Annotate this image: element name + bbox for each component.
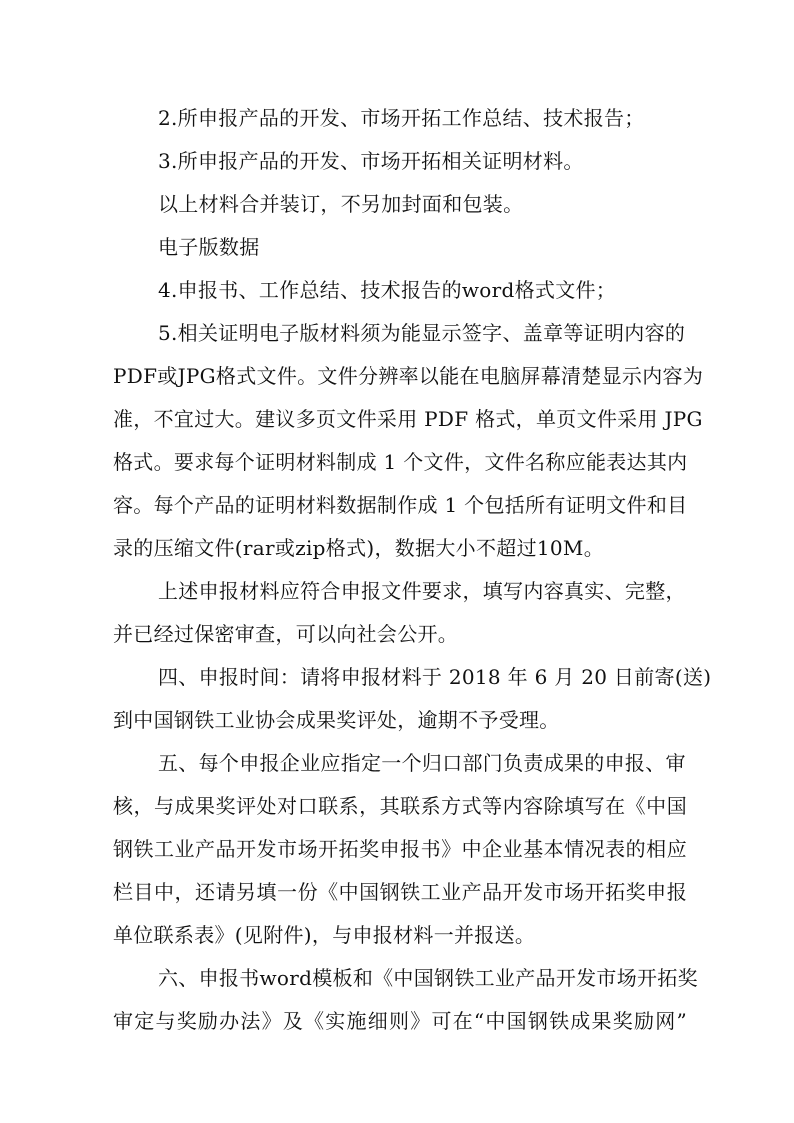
binding-note: 以上材料合并装订，不另加封面和包装。 xyxy=(158,192,524,216)
materials-item-3: 3.所申报产品的开发、市场开拓相关证明材料。 xyxy=(158,149,584,173)
electronic-item-5-line-6: 录的压缩文件(rar或zip格式)，数据大小不超过10M。 xyxy=(113,536,605,560)
template-paragraph-line-1: 六、申报书word模板和《中国钢铁工业产品开发市场开拓奖 xyxy=(158,966,698,990)
contact-paragraph-line-3: 钢铁工业产品开发市场开拓奖申报书》中企业基本情况表的相应 xyxy=(113,837,687,861)
contact-paragraph-line-4: 栏目中，还请另填一份《中国钢铁工业产品开发市场开拓奖申报 xyxy=(113,880,687,904)
electronic-item-5-line-1: 5.相关证明电子版材料须为能显示签字、盖章等证明内容的 xyxy=(158,321,686,345)
deadline-paragraph-line-1: 四、申报时间：请将申报材料于 2018 年 6 月 20 日前寄(送) xyxy=(158,665,712,689)
electronic-item-5-line-5: 容。每个产品的证明材料数据制作成 1 个包括所有证明文件和目 xyxy=(113,493,688,517)
compliance-paragraph-line-2: 并已经过保密审查，可以向社会公开。 xyxy=(113,622,459,646)
contact-paragraph-line-1: 五、每个申报企业应指定一个归口部门负责成果的申报、审 xyxy=(158,751,686,775)
materials-item-2: 2.所申报产品的开发、市场开拓工作总结、技术报告； xyxy=(158,106,645,130)
contact-paragraph-line-5: 单位联系表》(见附件)，与申报材料一并报送。 xyxy=(113,923,536,947)
electronic-data-heading: 电子版数据 xyxy=(158,235,260,259)
template-paragraph-line-2: 审定与奖励办法》及《实施细则》可在“中国钢铁成果奖励网” xyxy=(113,1009,687,1033)
electronic-item-5-line-3: 准，不宜过大。建议多页文件采用 PDF 格式，单页文件采用 JPG xyxy=(113,407,703,431)
electronic-item-5-line-4: 格式。要求每个证明材料制成 1 个文件，文件名称应能表达其内 xyxy=(113,450,688,474)
electronic-item-5-line-2: PDF或JPG格式文件。文件分辨率以能在电脑屏幕清楚显示内容为 xyxy=(113,364,704,388)
compliance-paragraph-line-1: 上述申报材料应符合申报文件要求，填写内容真实、完整， xyxy=(158,579,686,603)
contact-paragraph-line-2: 核，与成果奖评处对口联系，其联系方式等内容除填写在《中国 xyxy=(113,794,687,818)
deadline-paragraph-line-2: 到中国钢铁工业协会成果奖评处，逾期不予受理。 xyxy=(113,708,560,732)
electronic-item-4: 4.申报书、工作总结、技术报告的word格式文件； xyxy=(158,278,617,302)
